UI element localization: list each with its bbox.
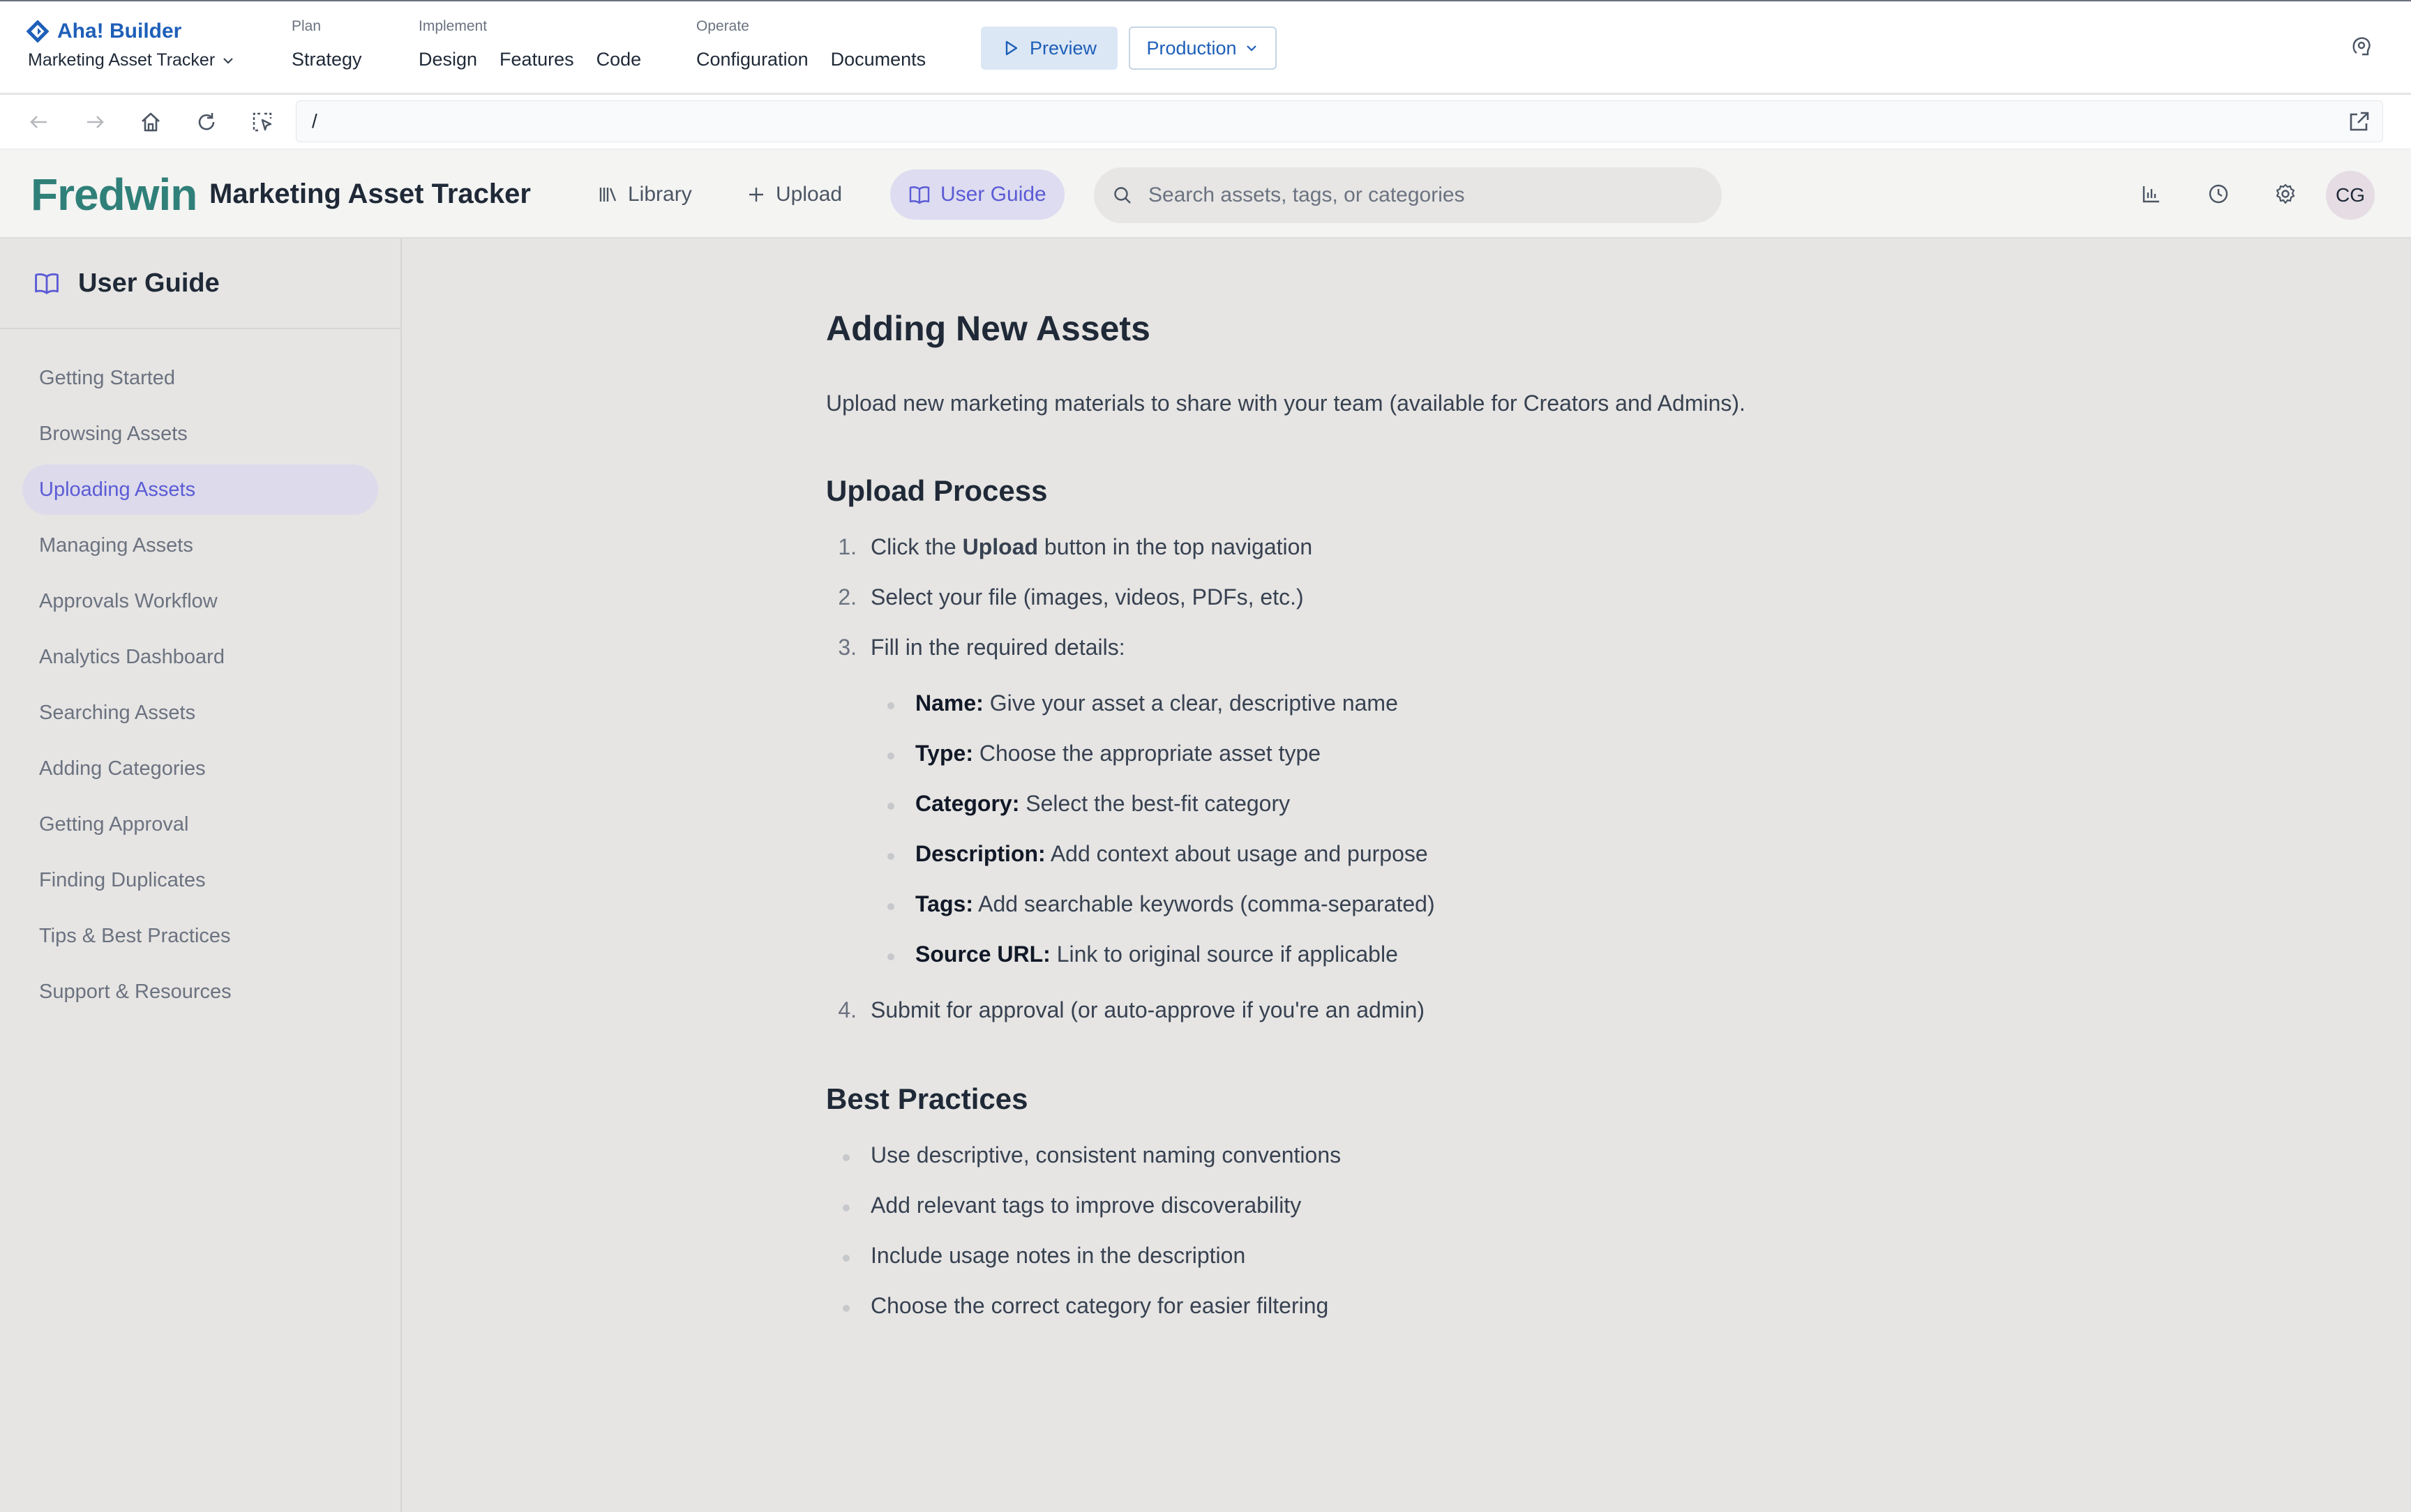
avatar-initials: CG [2336, 184, 2365, 206]
plus-icon [746, 185, 766, 204]
detail-label: Name: [915, 690, 984, 716]
sidebar-item-getting-started[interactable]: Getting Started [39, 367, 176, 389]
sidebar-item-adding-categories[interactable]: Adding Categories [39, 757, 206, 780]
chevron-down-icon [1244, 40, 1259, 56]
sidebar-item-support-resources[interactable]: Support & Resources [39, 981, 232, 1003]
bullet [843, 1204, 850, 1211]
sidebar-header [0, 239, 400, 329]
app-logo[interactable]: Fredwin [31, 169, 197, 220]
nav-library[interactable] [579, 169, 710, 220]
sidebar-item-searching-assets[interactable]: Searching Assets [39, 702, 196, 724]
bullet [887, 903, 894, 910]
best-practice-item [871, 1193, 1301, 1218]
best-practices-heading: Best Practices [826, 1082, 1028, 1115]
detail-text: Select the best-fit category [1019, 791, 1291, 816]
intro-text: Upload new marketing materials to share with your team (available for Creators and Admins). [826, 391, 1745, 416]
preview-label: Preview [1029, 37, 1097, 59]
nav-upload[interactable] [728, 169, 860, 220]
step-text: Click the [871, 534, 963, 559]
sidebar-item-uploading-assets[interactable]: Uploading Assets [22, 464, 378, 515]
best-practice-text: Add relevant tags to improve discoverability [871, 1193, 1302, 1218]
app-header [0, 149, 2411, 239]
detail-text: Link to original source if applicable [1050, 942, 1398, 967]
builder-toolbar [0, 0, 2411, 93]
step-text: button in the top navigation [1038, 534, 1313, 559]
ai-assistant-icon[interactable] [2348, 32, 2376, 60]
detail-text: Add searchable keywords (comma-separated) [972, 891, 1435, 916]
sidebar-item-approvals-workflow[interactable]: Approvals Workflow [39, 590, 218, 612]
page-title: Adding New Assets [826, 309, 1150, 348]
nav-code[interactable]: Code [596, 49, 642, 70]
guide-sidebar [0, 239, 402, 1512]
search-input[interactable] [1094, 167, 1722, 223]
bullet [887, 803, 894, 810]
history-clock-icon[interactable] [2205, 180, 2232, 208]
detail-item [915, 942, 1398, 967]
book-icon [908, 183, 931, 206]
detail-text: Give your asset a clear, descriptive name [983, 690, 1398, 716]
bullet [843, 1255, 850, 1262]
step-number: 1. [838, 534, 857, 559]
nav-upload-label: Upload [776, 183, 843, 206]
bullet [887, 953, 894, 960]
step-text: Submit for approval (or auto-approve if you're an admin) [871, 997, 1425, 1022]
upload-process-heading: Upload Process [826, 474, 1048, 507]
best-practice-item [871, 1293, 1328, 1319]
step-number: 4. [838, 997, 857, 1022]
project-name: Marketing Asset Tracker [28, 50, 216, 70]
step-text: Fill in the required details: [871, 635, 1125, 660]
detail-item [915, 741, 1321, 766]
detail-label: Type: [915, 741, 973, 766]
aha-logo-icon [27, 20, 49, 43]
plan-group [292, 18, 362, 70]
best-practice-item [871, 1142, 1341, 1168]
reload-icon[interactable] [193, 108, 220, 136]
best-practice-text: Use descriptive, consistent naming conventions [871, 1142, 1342, 1167]
sidebar-item-analytics-dashboard[interactable]: Analytics Dashboard [39, 646, 225, 668]
nav-configuration[interactable]: Configuration [696, 49, 809, 70]
chevron-down-icon [220, 53, 236, 68]
nav-documents[interactable]: Documents [830, 49, 926, 70]
environment-dropdown[interactable] [1129, 27, 1277, 70]
library-icon [597, 184, 618, 205]
book-icon [33, 270, 60, 296]
detail-item [915, 841, 1428, 867]
user-avatar[interactable] [2326, 171, 2375, 220]
nav-strategy[interactable]: Strategy [292, 49, 362, 70]
sidebar-item-finding-duplicates[interactable]: Finding Duplicates [39, 869, 206, 891]
forward-arrow-icon[interactable] [81, 108, 109, 136]
sidebar-item-browsing-assets[interactable]: Browsing Assets [39, 423, 188, 445]
plan-group-label: Plan [292, 18, 322, 34]
home-icon[interactable] [137, 108, 165, 136]
play-icon [1002, 39, 1020, 57]
best-practice-text: Choose the correct category for easier filtering [871, 1293, 1329, 1318]
open-external-icon[interactable] [2345, 108, 2373, 136]
back-arrow-icon[interactable] [25, 108, 53, 136]
bullet [887, 753, 894, 759]
url-text: / [312, 110, 317, 132]
operate-group-label: Operate [696, 18, 749, 34]
browser-navigation-bar [0, 95, 2411, 149]
sidebar-item-tips-best-practices[interactable]: Tips & Best Practices [39, 925, 231, 947]
app-title: Marketing Asset Tracker [209, 179, 531, 209]
step-number: 2. [838, 584, 857, 610]
url-field[interactable] [296, 100, 2383, 142]
bullet [843, 1305, 850, 1312]
bullet [887, 702, 894, 709]
step-number: 3. [838, 635, 857, 660]
sidebar-item-getting-approval[interactable]: Getting Approval [39, 813, 189, 836]
search-icon [1112, 185, 1133, 206]
nav-library-label: Library [628, 183, 692, 206]
implement-group [419, 18, 641, 70]
step-bold: Upload [962, 534, 1039, 559]
environment-label: Production [1146, 37, 1237, 59]
detail-label: Tags: [915, 891, 973, 916]
sidebar-title: User Guide [78, 268, 220, 298]
detail-text: Choose the appropriate asset type [972, 741, 1321, 766]
builder-brand[interactable] [27, 20, 181, 43]
project-selector[interactable] [28, 50, 236, 70]
detail-item [915, 891, 1435, 917]
guide-topic-list [22, 353, 378, 1022]
preview-button[interactable] [981, 27, 1118, 70]
nav-user-guide[interactable] [890, 169, 1065, 220]
detail-label: Category: [915, 791, 1020, 816]
best-practice-text: Include usage notes in the description [871, 1243, 1246, 1268]
detail-label: Description: [915, 841, 1046, 866]
builder-brand-name: Aha! Builder [57, 20, 182, 43]
analytics-chart-icon[interactable] [2138, 180, 2165, 208]
settings-gear-icon[interactable] [2271, 180, 2299, 208]
detail-item [915, 791, 1290, 817]
select-element-icon[interactable] [248, 108, 276, 136]
operate-group [696, 18, 926, 70]
sidebar-item-managing-assets[interactable]: Managing Assets [39, 534, 193, 557]
detail-item [915, 690, 1398, 716]
search-placeholder: Search assets, tags, or categories [1148, 183, 1465, 206]
best-practice-item [871, 1243, 1245, 1269]
implement-group-label: Implement [419, 18, 488, 34]
nav-features[interactable]: Features [500, 49, 574, 70]
bullet [887, 853, 894, 860]
bullet [843, 1154, 850, 1161]
nav-design[interactable]: Design [419, 49, 478, 70]
step-text: Select your file (images, videos, PDFs, etc.) [871, 584, 1304, 610]
detail-text: Add context about usage and purpose [1045, 841, 1428, 866]
nav-user-guide-label: User Guide [940, 183, 1046, 206]
detail-label: Source URL: [915, 942, 1051, 967]
